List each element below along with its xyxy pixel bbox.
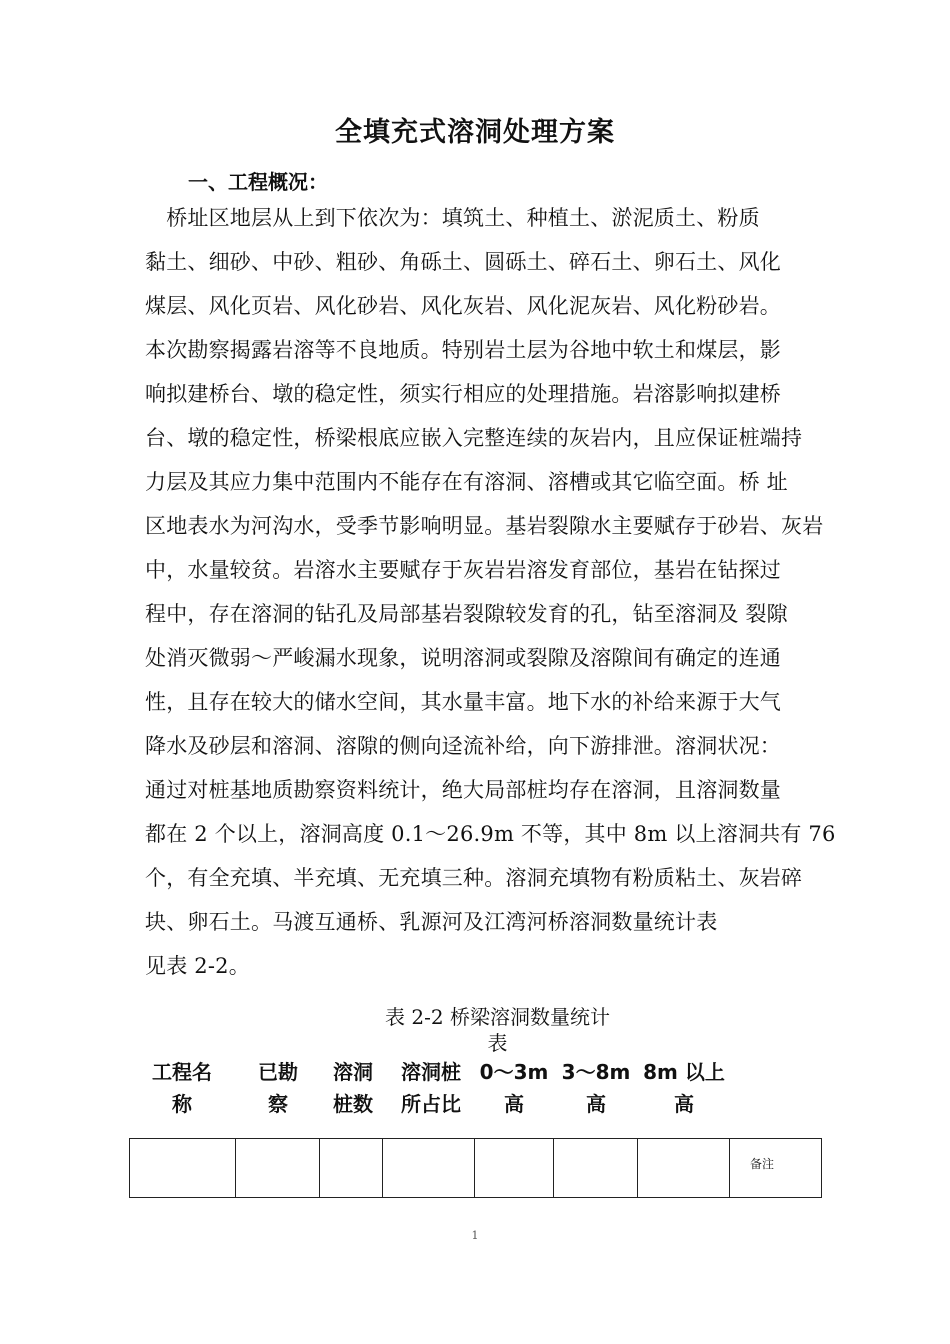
paragraph-line: 黏土、细砂、中砂、粗砂、角砾土、圆砾土、碎石土、卵石土、风化 [145,250,781,274]
table-header-project-name: 工程名 称 [152,1060,212,1116]
table-cell [320,1139,383,1198]
table-cell [236,1139,320,1198]
table-header-cave-piles: 溶洞 桩数 [333,1060,373,1116]
paragraph-line: 响拟建桥台、墩的稳定性，须实行相应的处理措施。岩溶影响拟建桥 [145,382,781,406]
table-cell [383,1139,475,1198]
table-header-surveyed: 已勘 察 [258,1060,298,1116]
table-cell [554,1139,638,1198]
table-caption: 表 2-2 桥梁溶洞数量统计 [385,1005,610,1029]
table-header-3-8m: 3～8m 高 [561,1060,631,1116]
table-cell-remark: 备注 [730,1139,822,1198]
cave-statistics-table [129,1138,822,1198]
paragraph-line: 煤层、风化页岩、风化砂岩、风化灰岩、风化泥灰岩、风化粉砂岩。 [145,294,781,318]
paragraph-line: 个，有全充填、半充填、无充填三种。溶洞充填物有粉质粘土、灰岩碎 [145,866,803,890]
paragraph-line: 块、卵石土。马渡互通桥、乳源河及江湾河桥溶洞数量统计表 [145,910,718,934]
paragraph-line: 通过对桩基地质勘察资料统计，绝大局部桩均存在溶洞，且溶洞数量 [145,778,781,802]
paragraph-line: 区地表水为河沟水，受季节影响明显。基岩裂隙水主要赋存于砂岩、灰岩 [145,514,824,538]
section-heading: 一、工程概况： [188,170,328,194]
paragraph-line: 降水及砂层和溶洞、溶隙的侧向迳流补给，向下游排泄。溶洞状况： [145,734,781,758]
table-header-8m-above: 8m 以上 高 [643,1060,725,1116]
paragraph-line: 见表 2-2。 [145,954,250,978]
paragraph-line: 中，水量较贫。岩溶水主要赋存于灰岩岩溶发育部位，基岩在钻探过 [145,558,781,582]
table-header-cave-ratio: 溶洞桩 所占比 [401,1060,461,1116]
paragraph-line: 处消灭微弱～严峻漏水现象，说明溶洞或裂隙及溶隙间有确定的连通 [145,646,781,670]
document-title: 全填充式溶洞处理方案 [335,117,615,148]
paragraph-line: 台、墩的稳定性，桥梁根底应嵌入完整连续的灰岩内，且应保证桩端持 [145,426,803,450]
paragraph-line: 程中，存在溶洞的钻孔及局部基岩裂隙较发育的孔，钻至溶洞及 裂隙 [145,602,788,626]
page-number: 1 [471,1229,479,1242]
paragraph-line: 本次勘察揭露岩溶等不良地质。特别岩土层为谷地中软土和煤层，影 [145,338,781,362]
table-row [130,1139,822,1198]
table-cell [130,1139,236,1198]
paragraph-line: 力层及其应力集中范围内不能存在有溶洞、溶槽或其它临空面。桥 址 [145,470,788,494]
table-header-0-3m: 0～3m 高 [479,1060,549,1116]
table-caption-continued: 表 [487,1031,508,1055]
paragraph-line: 都在 2 个以上，溶洞高度 0.1～26.9m 不等，其中 8m 以上溶洞共有 76 [145,822,836,846]
table-cell [638,1139,730,1198]
paragraph-line: 性，且存在较大的储水空间，其水量丰富。地下水的补给来源于大气 [145,690,781,714]
table-cell [475,1139,554,1198]
paragraph-line: 桥址区地层从上到下依次为：填筑土、种植土、淤泥质土、粉质 [145,206,760,230]
